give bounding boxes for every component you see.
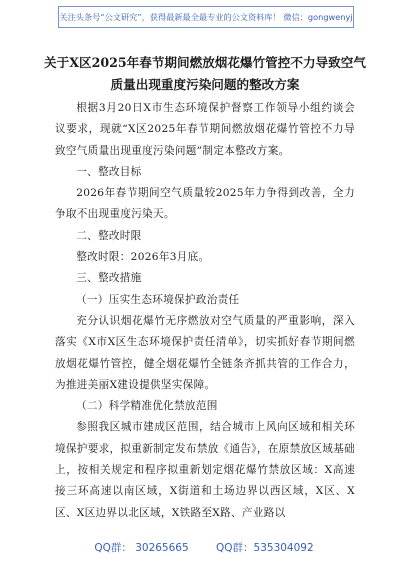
footer-qq-group-1: QQ群： 30265665	[94, 542, 189, 554]
intro-paragraph: 根据3月20日X市生态环境保护督察工作领导小组约谈会议要求，现就“X区2025年春节期间燃放烟花爆竹管控不力导致空气质量出现重度污染问题”制定本整改方案。	[55, 102, 355, 157]
subheading-scope: （二）科学精准优化禁放范围	[76, 400, 218, 413]
deadline-paragraph: 整改时限：2026年3月底。	[76, 251, 210, 264]
scope-paragraph: 参照我区城市建成区范围，结合城市上风向区域和相关环境保护要求，拟重新制定发布禁放《通告》，在原禁放区域基础上，按相关规定和程序拟重新划定烟花爆竹禁放区域：X高速接三环高速以南区域，X街道和土场边界以西区域，X区、X区、X区边界以北区域，X铁路至X路、产业路以	[55, 421, 355, 519]
subheading-responsibility: （一）压实生态环境保护政治责任	[76, 293, 240, 306]
document-title-line-1: 关于X区2025年春节期间燃放烟花爆竹管控不力导致空气	[44, 55, 366, 70]
goals-paragraph: 2026年春节期间空气质量较2025年力争得到改善，全力争取不出现重度污染天。	[55, 187, 355, 221]
document-body	[55, 98, 355, 524]
responsibility-paragraph: 充分认识烟花爆竹无序燃放对空气质量的严重影响，深入落实《X市X区生态环境保护责任清单》，切实抓好春节期间燃放烟花爆竹管控，健全烟花爆竹全链条齐抓共管的工作合力，为推进美丽X建设提供坚实保障。	[55, 314, 355, 391]
header-banner: 关注头条号“公文研究”，获得最新最全最专业的公文资料库！ 微信：gongwenyj	[58, 6, 354, 28]
section-heading-deadline: 二、整改时限	[76, 229, 142, 242]
document-title-line-2: 质量出现重度污染问题的整改方案	[110, 77, 300, 92]
footer-qq-group-2: QQ群：535304092	[216, 542, 314, 554]
footer	[0, 540, 408, 555]
section-heading-measures: 三、整改措施	[76, 272, 142, 285]
section-heading-goals: 一、整改目标	[76, 165, 142, 178]
